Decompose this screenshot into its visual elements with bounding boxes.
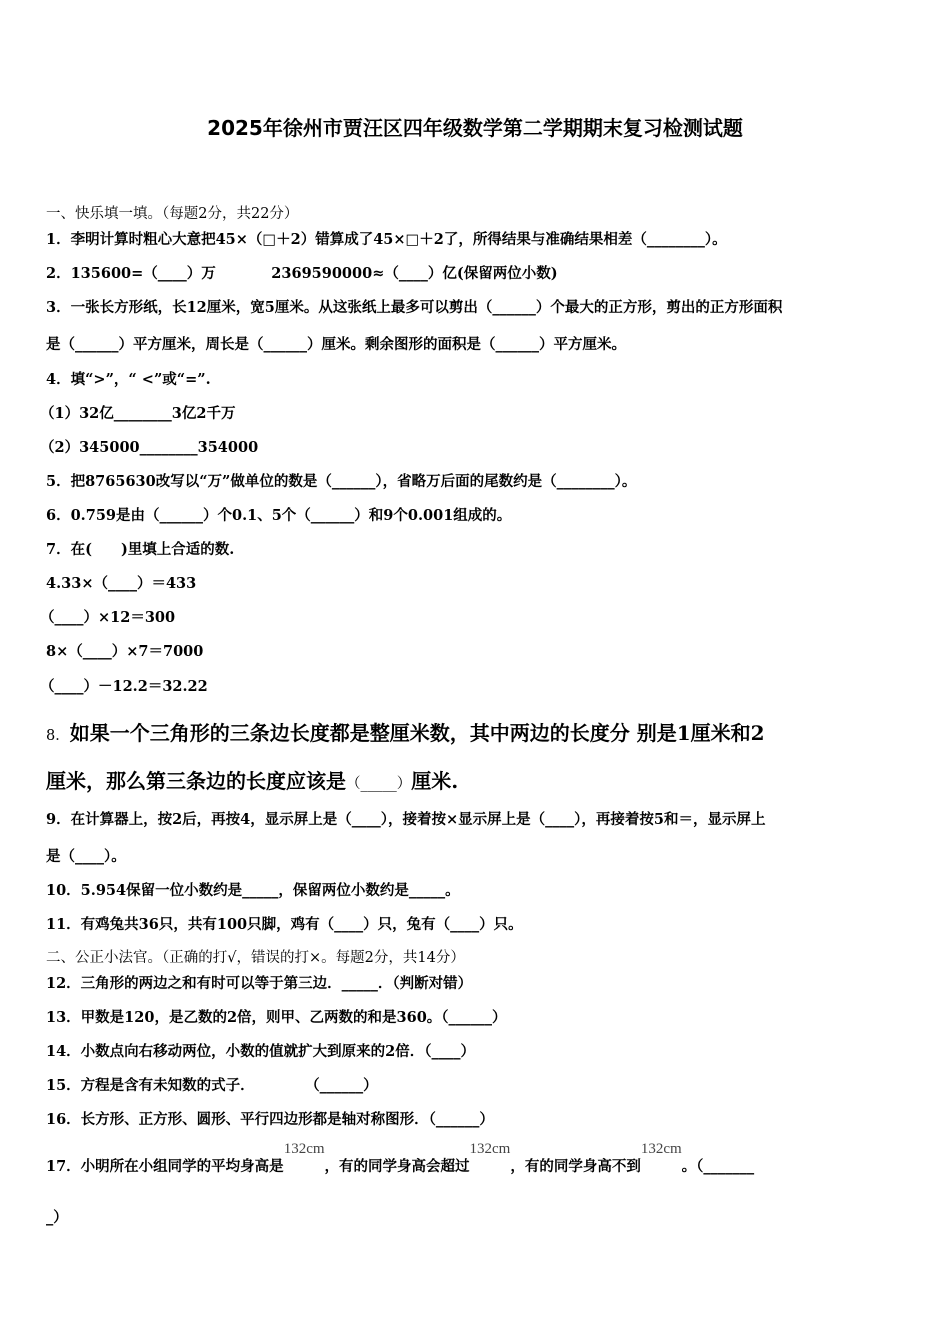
question-4-part-1: （1）32亿________3亿2千万 (40, 405, 236, 422)
question-10: 10．5.954保留一位小数约是_____，保留两位小数约是_____。 (46, 882, 460, 899)
question-8-line-1 (46, 717, 765, 746)
question-8-line-2 (46, 765, 458, 794)
question-2: 2．135600=（____）万 2369590000≈（____）亿(保留两位小数) (46, 265, 558, 282)
question-4-part-2: （2）345000________354000 (40, 439, 259, 456)
question-7-item-3: 8×（____）×7＝7000 (46, 643, 204, 660)
question-9-line-1: 9．在计算器上，按2后，再按4，显示屏上是（____），接着按×显示屏上是（____），再接着按5和＝，显示屏上 (46, 811, 766, 828)
question-3-line-1: 3．一张长方形纸，长12厘米，宽5厘米。从这张纸上最多可以剪出（______）个最大的正方形，剪出的正方形面积 (46, 299, 783, 316)
height-value-3: 132cm (640, 1141, 682, 1157)
question-8-number: 8． (46, 728, 70, 744)
question-7: 7．在( )里填上合适的数. (46, 541, 235, 558)
section-heading-1: 一、快乐填一填。（每题2分，共22分） (46, 206, 299, 222)
question-7-item-4: （____）－12.2＝32.22 (40, 678, 208, 695)
question-7-item-1: 4.33×（____）＝433 (46, 575, 197, 592)
question-9-line-2: 是（____）。 (46, 848, 126, 865)
question-1: 1．李明计算时粗心大意把45×（□＋2）错算成了45×□＋2了，所得结果与准确结果相差（________）。 (46, 231, 727, 248)
question-6: 6．0.759是由（______）个0.1、5个（______）和9个0.001组成的。 (46, 507, 512, 524)
question-15: 15．方程是含有未知数的式子． （______） (46, 1077, 378, 1094)
question-17-text-2: ，有的同学身高会超过 (324, 1158, 470, 1175)
question-5: 5．把8765630改写以“万”做单位的数是（______），省略万后面的尾数约是（________）。 (46, 473, 637, 490)
question-17-text-4: 。（_______ (681, 1158, 755, 1175)
question-17-text-1: 17．小明所在小组同学的平均身高是 (46, 1158, 284, 1175)
question-17-text-3: ，有的同学身高不到 (510, 1158, 641, 1175)
height-value-2: 132cm (469, 1141, 511, 1157)
question-13: 13．甲数是120，是乙数的2倍，则甲、乙两数的和是360。（______） (46, 1009, 507, 1026)
question-11: 11．有鸡兔共36只，共有100只脚，鸡有（____）只，兔有（____）只。 (46, 916, 523, 933)
question-16: 16．长方形、正方形、圆形、平行四边形都是轴对称图形．（______） (46, 1111, 494, 1128)
page-title: 2025年徐州市贾汪区四年级数学第二学期期末复习检测试题 (207, 116, 743, 140)
question-14: 14．小数点向右移动两位，小数的值就扩大到原来的2倍．（____） (46, 1043, 476, 1060)
question-7-item-2: （____）×12＝300 (40, 609, 176, 626)
height-value-1: 132cm (283, 1141, 325, 1157)
question-17-line-1 (46, 1141, 755, 1176)
question-17-line-2: _） (46, 1209, 68, 1226)
question-8-blank: （_____） (346, 776, 412, 792)
question-3-line-2: 是（______）平方厘米，周长是（______）厘米。剩余图形的面积是（______）平方厘米。 (46, 336, 626, 353)
section-heading-2: 二、公正小法官。（正确的打√，错误的打×。每题2分，共14分） (46, 950, 465, 966)
question-8-text-3: 厘米. (411, 769, 459, 793)
question-12: 12．三角形的两边之和有时可以等于第三边．_____．（判断对错） (46, 975, 473, 992)
question-8-text-2: 厘米，那么第三条边的长度应该是 (46, 769, 346, 793)
question-4: 4．填“>”，“ <”或“=”. (46, 371, 211, 388)
question-8-text-1: 如果一个三角形的三条边长度都是整厘米数，其中两边的长度分 别是1厘米和2 (69, 721, 765, 745)
